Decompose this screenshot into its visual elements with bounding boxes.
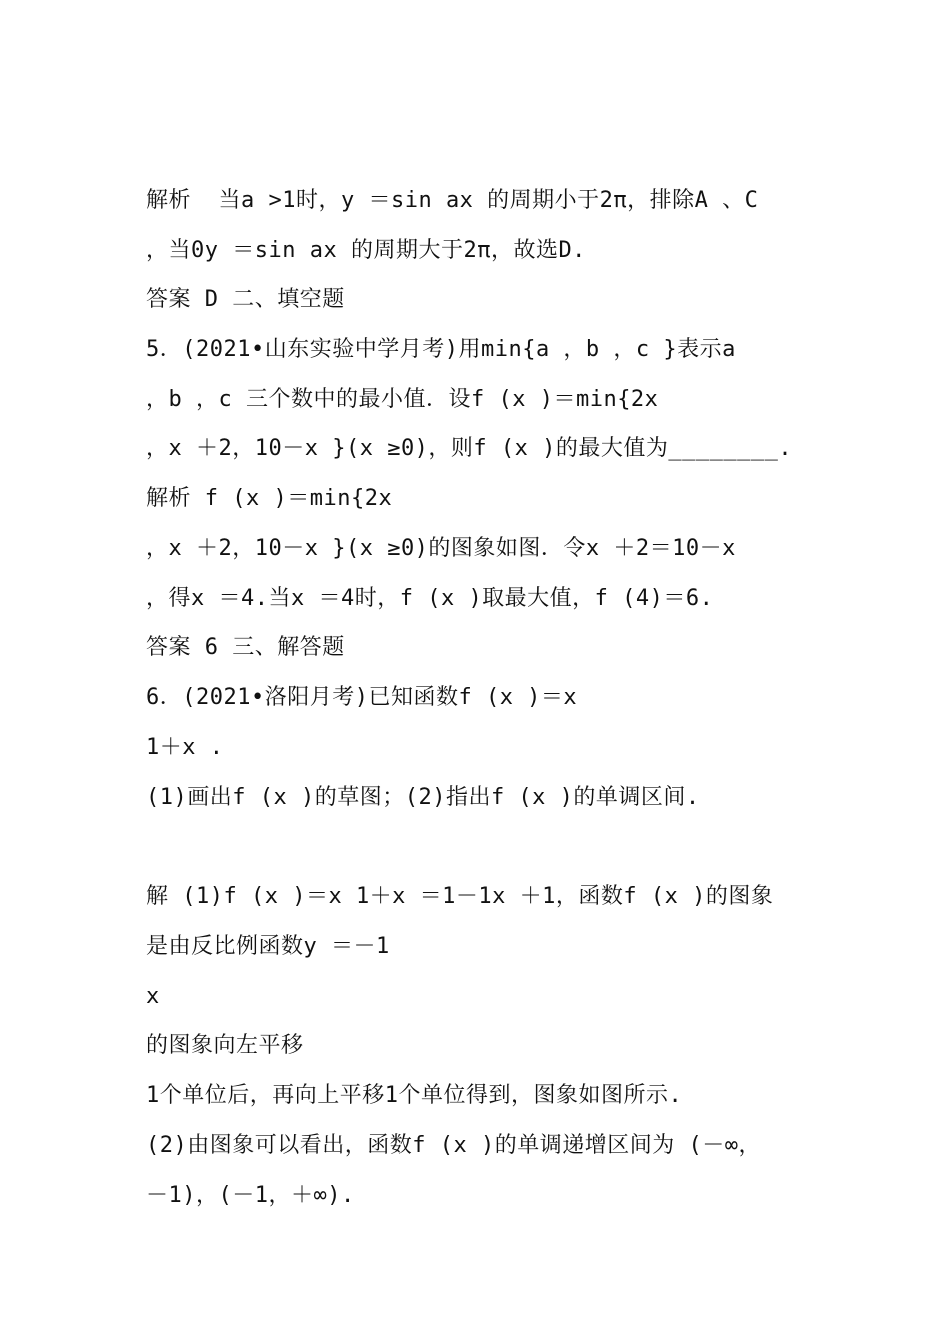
answer-4-and-section-heading: 答案 D 二、填空题 [146,287,345,312]
solution-6-line-3: x [146,984,160,1009]
question-5-line-1: 5．(2021•山东实验中学月考)用min{a ，b ，c }表示a [146,337,736,362]
analysis-4-line-2: ，当0y ＝sin ax 的周期大于2π，故选D. [146,238,586,263]
answer-5-and-section-heading: 答案 6 三、解答题 [146,635,345,660]
solution-6-line-5: 1个单位后，再向上平移1个单位得到，图象如图所示. [146,1083,683,1108]
question-6-line-3: (1)画出f (x )的草图；(2)指出f (x )的单调区间. [146,785,700,810]
question-6-line-2: 1＋x . [146,735,224,760]
question-5-line-2: ，b ，c 三个数中的最小值．设f (x )＝min{2x [146,387,659,412]
analysis-5-line-2: ，x ＋2，10－x }(x ≥0)的图象如图．令x ＋2＝10－x [146,536,736,561]
analysis-5-line-1: 解析 f (x )＝min{2x [146,486,393,511]
question-5-line-3: ，x ＋2，10－x }(x ≥0)，则f (x )的最大值为________. [146,436,793,461]
solution-6-line-4: 的图象向左平移 [146,1033,304,1058]
solution-6-line-7: －1)，(－1，＋∞). [146,1183,355,1208]
solution-6-line-6: (2)由图象可以看出，函数f (x )的单调递增区间为 (－∞， [146,1133,761,1158]
solution-6-line-1: 解 (1)f (x )＝x 1＋x ＝1－1x ＋1，函数f (x )的图象 [146,884,774,909]
analysis-5-line-3: ，得x ＝4.当x ＝4时，f (x )取最大值，f (4)＝6. [146,586,714,611]
question-6-line-1: 6．(2021•洛阳月考)已知函数f (x )＝x [146,685,578,710]
solution-6-line-2: 是由反比例函数y ＝－1 [146,934,390,959]
analysis-4-line-1: 解析 当a >1时，y ＝sin ax 的周期小于2π，排除A 、C [146,188,759,213]
